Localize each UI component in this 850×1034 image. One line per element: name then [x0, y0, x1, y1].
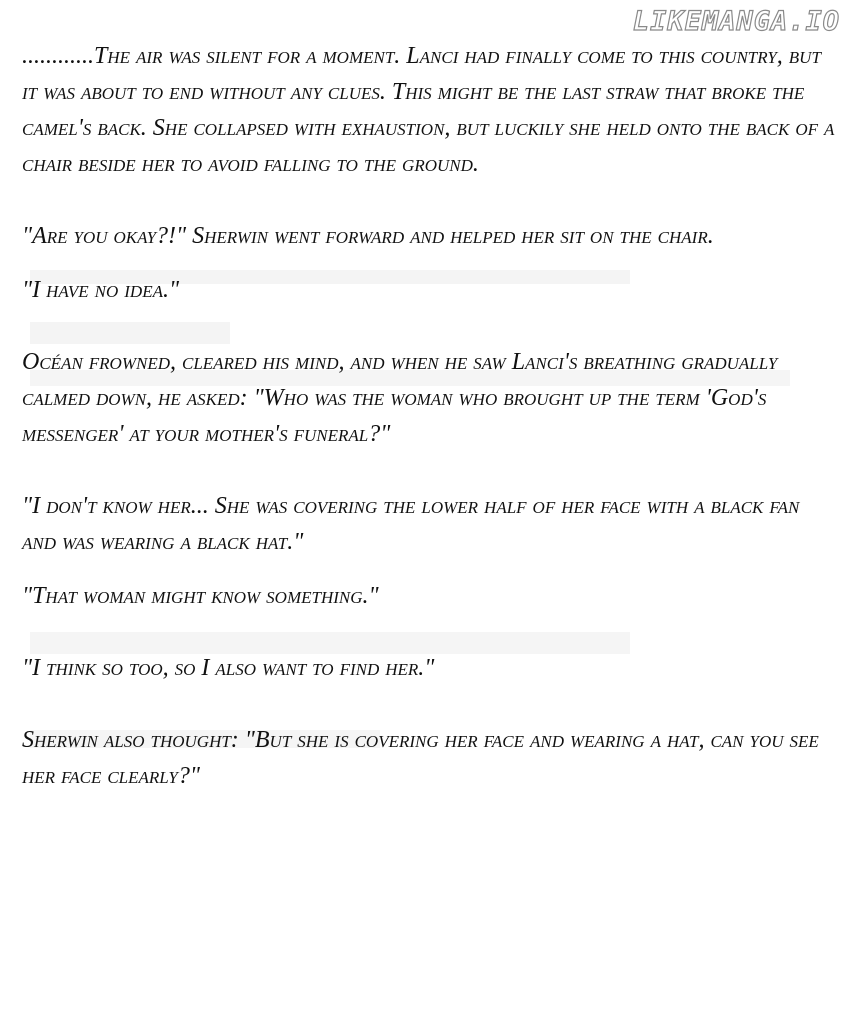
- paragraph-gap: [22, 686, 837, 722]
- paragraph-gap: [22, 560, 837, 578]
- site-watermark: LIKEMANGA.IO: [632, 6, 840, 37]
- paragraph: "I think so too, so I also want to find her.": [22, 655, 435, 681]
- paragraph: Sherwin also thought: "But she is covering her face and wearing a hat, can you see her face clearly?": [22, 727, 819, 789]
- paragraph: "I have no idea.": [22, 277, 180, 303]
- paragraph: ............The air was silent for a moment. Lanci had finally come to this country, but it was about to end without any clues. This might be the last straw that broke the camel's back. She collapsed with exhaustion, but luckily she held onto the back of a chair beside her to avoid falling to the ground.: [22, 43, 835, 177]
- paragraph-gap: [22, 254, 837, 272]
- paragraph: "I don't know her... She was covering the lower half of her face with a black fan and was wearing a black hat.": [22, 493, 800, 555]
- paragraph: Océan frowned, cleared his mind, and when he saw Lanci's breathing gradually calmed down, he asked: "Who was the woman who brought up the term 'God's messenger' at your mother's funeral?": [22, 349, 778, 447]
- paragraph: "Are you okay?!" Sherwin went forward and helped her sit on the chair.: [22, 223, 714, 249]
- paragraph-gap: [22, 308, 837, 344]
- story-text: [22, 38, 837, 794]
- paragraph: "That woman might know something.": [22, 583, 379, 609]
- paragraph-gap: [22, 182, 837, 218]
- paragraph-gap: [22, 452, 837, 488]
- paragraph-gap: [22, 614, 837, 650]
